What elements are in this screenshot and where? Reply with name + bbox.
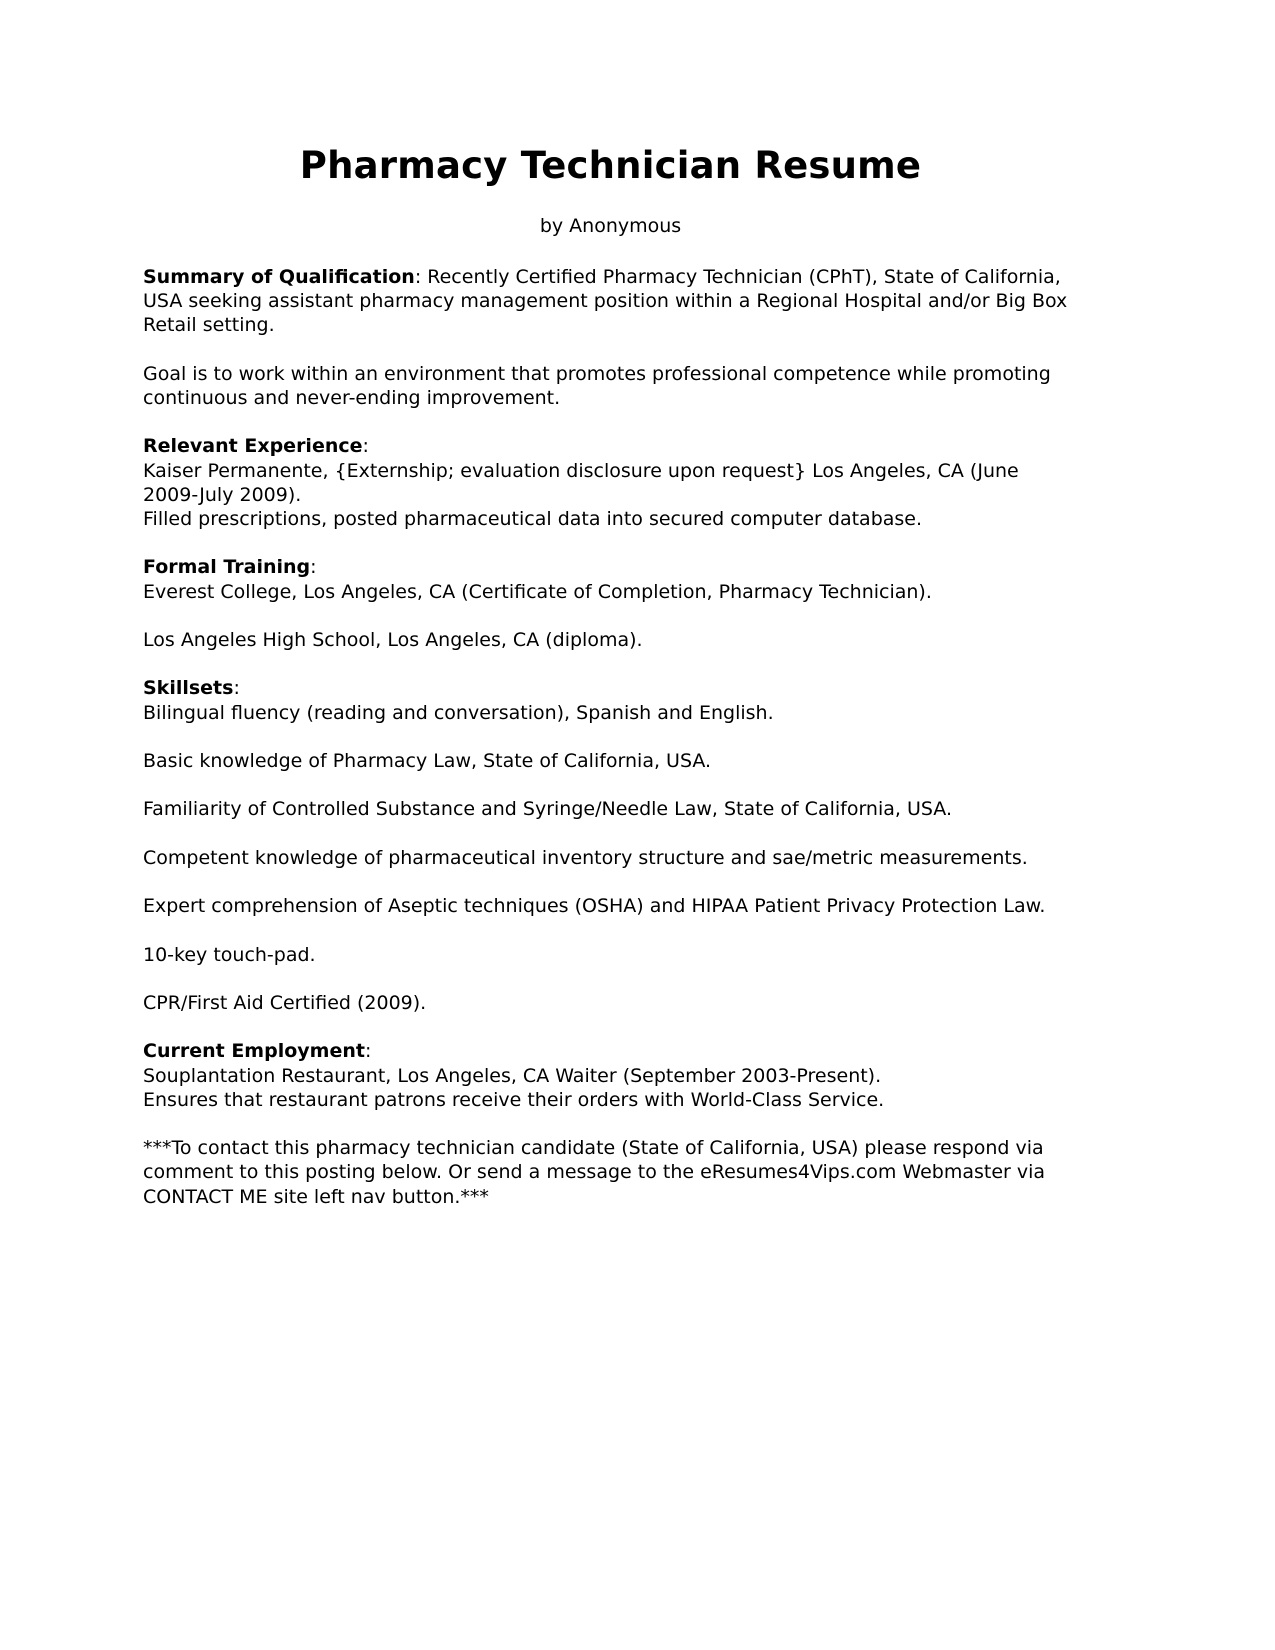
experience-line: Filled prescriptions, posted pharmaceutical data into secured computer database.	[143, 508, 923, 530]
employment-heading: Current Employment	[143, 1040, 365, 1063]
training-section: Formal Training: Everest College, Los Angeles, CA (Certificate of Completion, Pharmacy Technician).	[143, 556, 932, 603]
contact-note: ***To contact this pharmacy technician candidate (State of California, USA) please respond via comment to this posting below. Or send a message to the eResumes4Vips.com Webmaster via CONTACT ME site left nav button.***	[143, 1137, 1046, 1208]
summary-text: Recently Certified Pharmacy Technician (CPhT), State of California, USA seeking assistant pharmacy management position within a Regional Hospital and/or Big Box Retail setting.	[143, 266, 1068, 337]
skills-heading: Skillsets	[143, 677, 234, 700]
skill-item: Basic knowledge of Pharmacy Law, State of California, USA.	[143, 749, 712, 772]
author-byline: by Anonymous	[539, 215, 682, 237]
skill-item: 10-key touch-pad.	[143, 943, 316, 966]
experience-heading: Relevant Experience	[143, 435, 363, 458]
skill-item: Competent knowledge of pharmaceutical inventory structure and sae/metric measurements.	[143, 846, 1028, 869]
skill-item: Expert comprehension of Aseptic techniques (OSHA) and HIPAA Patient Privacy Protection Law.	[143, 895, 1046, 918]
skill-item: Bilingual fluency (reading and conversation), Spanish and English.	[143, 701, 774, 724]
skill-item: Familiarity of Controlled Substance and Syringe/Needle Law, State of California, USA.	[143, 798, 953, 821]
goal-paragraph: Goal is to work within an environment that promotes professional competence while promoting continuous and never-ending improvement.	[143, 362, 1051, 409]
training-heading: Formal Training	[143, 556, 311, 579]
employment-line: Souplantation Restaurant, Los Angeles, CA Waiter (September 2003-Present).	[143, 1064, 882, 1087]
employment-section: Current Employment: Souplantation Restaurant, Los Angeles, CA Waiter (September 2003-Present). Ensures that restaurant patrons receive their orders with World-Class Service.	[143, 1040, 885, 1111]
experience-line: Kaiser Permanente, {Externship; evaluation disclosure upon request} Los Angeles, CA (June 2009-July 2009).	[143, 459, 1019, 506]
summary-section: Summary of Qualification: Recently Certified Pharmacy Technician (CPhT), State of California, USA seeking assistant pharmacy management position within a Regional Hospital and/or Big Box Retail setting.	[143, 266, 1068, 337]
skills-section: Skillsets: Bilingual fluency (reading and conversation), Spanish and English.	[143, 677, 774, 724]
skill-item: CPR/First Aid Certified (2009).	[143, 991, 427, 1014]
document-title: Pharmacy Technician Resume	[299, 144, 922, 187]
training-item: Los Angeles High School, Los Angeles, CA (diploma).	[143, 628, 643, 651]
summary-heading: Summary of Qualification	[143, 266, 415, 288]
experience-section: Relevant Experience: Kaiser Permanente, {Externship; evaluation disclosure upon request} Los Angeles, CA (June 2009-July 2009). Filled prescriptions, posted pharmaceutical data into secured computer database.	[143, 435, 1019, 530]
resume-content	[143, 265, 1078, 1233]
employment-line: Ensures that restaurant patrons receive their orders with World-Class Service.	[143, 1088, 885, 1111]
resume-page	[143, 0, 1078, 1650]
training-item: Everest College, Los Angeles, CA (Certificate of Completion, Pharmacy Technician).	[143, 580, 932, 603]
